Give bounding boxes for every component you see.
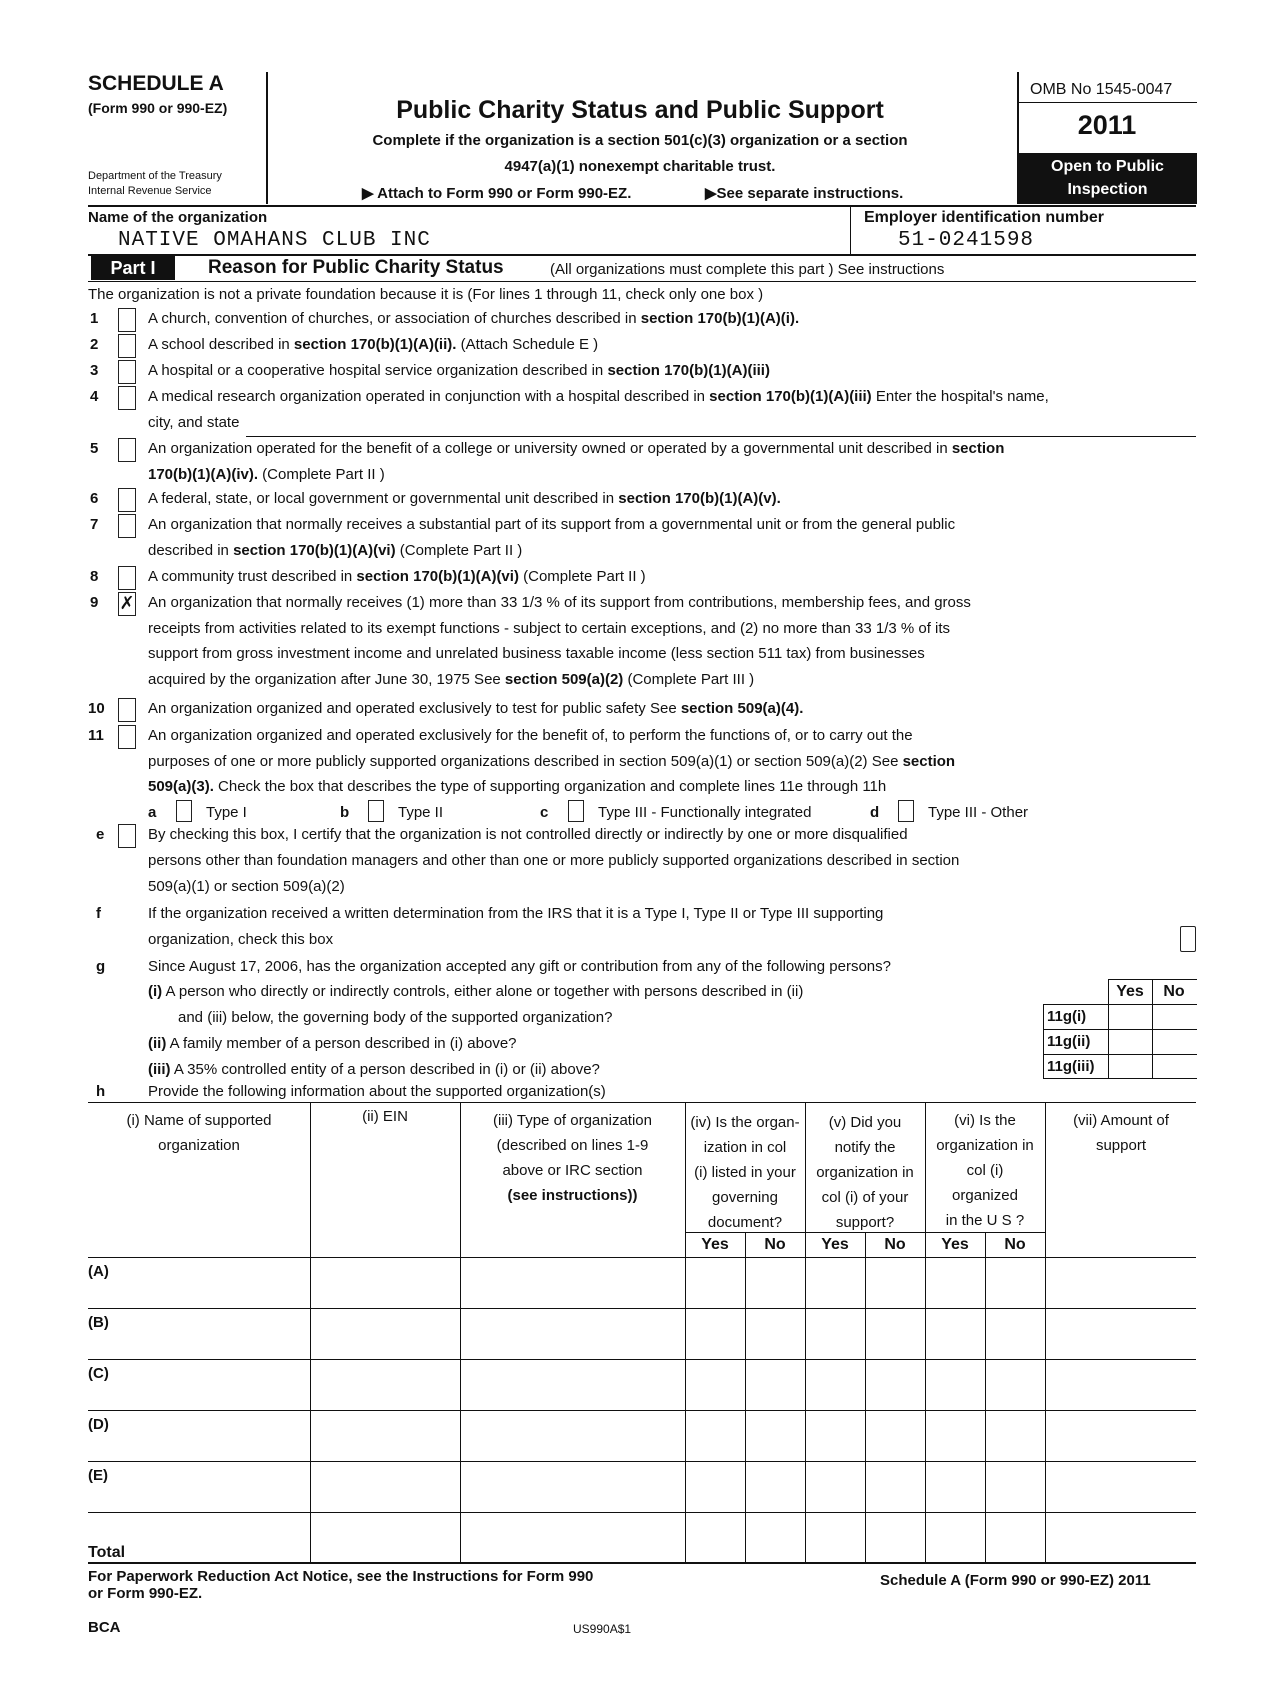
line-f-text-2: organization, check this box (148, 931, 334, 948)
open-line-2: Inspection (1067, 181, 1148, 198)
line-3-number: 3 (90, 362, 99, 379)
col-type-header: (iii) Type of organization (described on lines 1-9 above or IRC section (see instructions)) (493, 1112, 652, 1204)
total-label: Total (88, 1544, 126, 1561)
form-label: (Form 990 or 990-EZ) (88, 100, 228, 116)
irs-label: Internal Revenue Service (88, 185, 212, 197)
line-9-checkbox[interactable]: ✗ (118, 592, 136, 616)
type-a-label: Type I (206, 804, 247, 821)
form-subtitle-1: Complete if the organization is a section 501(c)(3) organization or a section (372, 132, 908, 149)
line-5-number: 5 (90, 440, 99, 457)
line-9-text4: acquired by the organization after June 30, 1975 See section 509(a)(2) (Complete Part III ) (148, 670, 755, 688)
line-8-checkbox[interactable] (118, 566, 136, 590)
schedule-label: SCHEDULE A (88, 72, 224, 95)
type-d-checkbox[interactable] (898, 800, 914, 822)
ein-value[interactable]: 51-0241598 (898, 229, 1035, 252)
iv-no: No (764, 1236, 786, 1253)
line-7-number: 7 (90, 516, 99, 533)
type-a-letter: a (148, 804, 157, 821)
line-g-iii-text: (iii) A 35% controlled entity of a person described in (i) or (ii) above? (148, 1061, 600, 1078)
line-e-text-1: By checking this box, I certify that the organization is not controlled directly or indirectly by one or more disqualified (148, 826, 908, 843)
line-5-text: An organization operated for the benefit of a college or university owned or operated by a governmental unit described in section (148, 440, 1005, 457)
line-g-text: Since August 17, 2006, has the organization accepted any gift or contribution from any of the following persons? (148, 958, 891, 975)
part-i-tag: Part I (91, 256, 175, 280)
org-name-label: Name of the organization (88, 209, 268, 226)
row-e-label: (E) (88, 1467, 108, 1484)
row-b-label: (B) (88, 1314, 109, 1331)
line-8-text: A community trust described in section 170(b)(1)(A)(vi) (Complete Part II ) (148, 568, 646, 585)
org-name-value[interactable]: NATIVE OMAHANS CLUB INC (118, 229, 431, 252)
type-d-label: Type III - Other (928, 804, 1029, 821)
part-i-intro: The organization is not a private foundation because it is (For lines 1 through 11, check only one box ) (88, 286, 764, 303)
line-1-checkbox[interactable] (118, 308, 136, 332)
form-subtitle-2: 4947(a)(1) nonexempt charitable trust. (504, 158, 776, 175)
vi-yes: Yes (941, 1236, 969, 1253)
instructions-note: ▶See separate instructions. (705, 185, 904, 202)
line-f-letter: f (96, 905, 101, 922)
row-d-label: (D) (88, 1416, 109, 1433)
line-7-checkbox[interactable] (118, 514, 136, 538)
line-e-letter: e (96, 826, 105, 843)
line-6-checkbox[interactable] (118, 488, 136, 512)
line-f-checkbox[interactable] (1180, 926, 1196, 952)
line-11-checkbox[interactable] (118, 725, 136, 749)
iv-yes: Yes (701, 1236, 729, 1253)
col-organized-us-header: (vi) Is the organization in col (i) organized in the U S ? (936, 1112, 1034, 1229)
line-1-number: 1 (90, 310, 99, 327)
line-5-checkbox[interactable] (118, 438, 136, 462)
line-g-ii-text: (ii) A family member of a person described in (i) above? (148, 1035, 517, 1052)
line-h-letter: h (96, 1083, 106, 1100)
ref-11g-iii: 11g(iii) (1047, 1058, 1095, 1075)
v-yes: Yes (821, 1236, 849, 1253)
col-listed-header: (iv) Is the organ- ization in col (i) listed in your governing document? (690, 1114, 800, 1231)
type-d-letter: d (870, 804, 880, 821)
line-7-text: An organization that normally receives a substantial part of its support from a governmental unit or from the general public (148, 516, 956, 533)
line-11-text3: 509(a)(3). Check the box that describes the type of supporting organization and complete lines 11e through 11h (148, 778, 887, 795)
part-i-title: Reason for Public Charity Status (208, 257, 504, 278)
line-4-text2: city, and state (148, 413, 240, 431)
type-a-checkbox[interactable] (176, 800, 192, 822)
tax-year: 2011 (1077, 110, 1137, 140)
type-b-letter: b (340, 804, 350, 821)
line-10-text: An organization organized and operated exclusively to test for public safety See section 509(a)(4). (148, 700, 804, 717)
footer-paperwork-2: or Form 990-EZ. (88, 1585, 203, 1602)
g-no-header: No (1163, 983, 1185, 1000)
col-name-header: (i) Name of supported organization (126, 1112, 272, 1154)
open-to-public-badge (1018, 153, 1197, 204)
line-9-number: 9 (90, 594, 99, 611)
row-c-label: (C) (88, 1365, 109, 1382)
line-11-number: 11 (88, 727, 104, 744)
line-8-number: 8 (90, 568, 99, 585)
line-e-checkbox[interactable] (118, 824, 136, 848)
line-e-text-3: 509(a)(1) or section 509(a)(2) (148, 878, 345, 895)
line-10-number: 10 (88, 700, 105, 717)
line-4-checkbox[interactable] (118, 386, 136, 410)
vi-no: No (1004, 1236, 1026, 1253)
col-ein-header: (ii) EIN (362, 1108, 408, 1125)
line-2-checkbox[interactable] (118, 334, 136, 358)
open-line-1: Open to Public (1051, 158, 1164, 175)
form-title: Public Charity Status and Public Support (396, 96, 884, 124)
part-i-note: (All organizations must complete this part ) See instructions (550, 261, 945, 278)
line-g-letter: g (96, 958, 106, 975)
line-h-text: Provide the following information about the supported organization(s) (148, 1083, 606, 1100)
dept-label: Department of the Treasury (88, 170, 222, 182)
g-yes-header: Yes (1116, 983, 1144, 1000)
line-7-text2: described in section 170(b)(1)(A)(vi) (Complete Part II ) (148, 541, 523, 559)
line-5-text2: 170(b)(1)(A)(iv). (Complete Part II ) (148, 465, 385, 483)
type-c-letter: c (540, 804, 549, 821)
type-c-checkbox[interactable] (568, 800, 584, 822)
line-2-text: A school described in section 170(b)(1)(A)(ii). (Attach Schedule E ) (148, 336, 599, 353)
line-4-text: A medical research organization operated in conjunction with a hospital described in section 170(b)(1)(A)(iii) Enter the hospital's name, (148, 388, 1049, 405)
ref-11g-ii: 11g(ii) (1047, 1033, 1091, 1050)
row-a-label: (A) (88, 1263, 109, 1280)
line-3-checkbox[interactable] (118, 360, 136, 384)
v-no: No (884, 1236, 906, 1253)
line-6-number: 6 (90, 490, 99, 507)
line-1-text: A church, convention of churches, or association of churches described in section 170(b)(1)(A)(i). (148, 310, 800, 327)
omb-number: OMB No 1545-0047 (1030, 81, 1173, 98)
line-2-number: 2 (90, 336, 99, 353)
line-e-text-2: persons other than foundation managers and other than one or more publicly supported organizations described in section (148, 852, 960, 869)
col-notify-header: (v) Did you notify the organization in col (i) of your support? (816, 1114, 914, 1231)
line-f-text-1: If the organization received a written determination from the IRS that it is a Type I, Type II or Type III supporting (148, 905, 884, 922)
footer-form-code: US990A$1 (573, 1622, 632, 1636)
ref-11g-i: 11g(i) (1047, 1008, 1087, 1025)
hospital-name-line[interactable] (246, 436, 1196, 437)
type-b-checkbox[interactable] (368, 800, 384, 822)
line-10-checkbox[interactable] (118, 698, 136, 722)
col-amount-header: (vii) Amount of support (1073, 1112, 1169, 1154)
footer-paperwork-1: For Paperwork Reduction Act Notice, see the Instructions for Form 990 (88, 1568, 594, 1585)
line-9-text: An organization that normally receives (1) more than 33 1/3 % of its support from contributions, membership fees, and gross (148, 594, 971, 611)
line-3-text: A hospital or a cooperative hospital service organization described in section 170(b)(1)(A)(iii) (148, 362, 770, 379)
line-9-text2: receipts from activities related to its exempt functions - subject to certain exceptions, and (2) no more than 33 1/3 % of its (148, 619, 951, 637)
line-4-number: 4 (90, 388, 99, 405)
line-11-text: An organization organized and operated exclusively for the benefit of, to perform the functions of, or to carry out the (148, 727, 913, 744)
line-11-text2: purposes of one or more publicly supported organizations described in section 509(a)(1) or section 509(a)(2) See section (148, 752, 956, 770)
footer-schedule-ref: Schedule A (Form 990 or 990-EZ) 2011 (880, 1572, 1151, 1589)
type-b-label: Type II (398, 804, 444, 821)
line-6-text: A federal, state, or local government or governmental unit described in section 170(b)(1)(A)(v). (148, 490, 781, 507)
line-9-text3: support from gross investment income and unrelated business taxable income (less section 511 tax) from businesses (148, 645, 925, 662)
type-c-label: Type III - Functionally integrated (598, 804, 812, 821)
footer-bca: BCA (88, 1619, 121, 1636)
line-g-i-text-1: (i) A person who directly or indirectly controls, either alone or together with persons described in (ii) (148, 983, 804, 1000)
attach-note: ▶ Attach to Form 990 or Form 990-EZ. (362, 185, 632, 202)
ein-label: Employer identification number (864, 209, 1105, 226)
line-g-i-text-2: and (iii) below, the governing body of the supported organization? (178, 1009, 613, 1026)
